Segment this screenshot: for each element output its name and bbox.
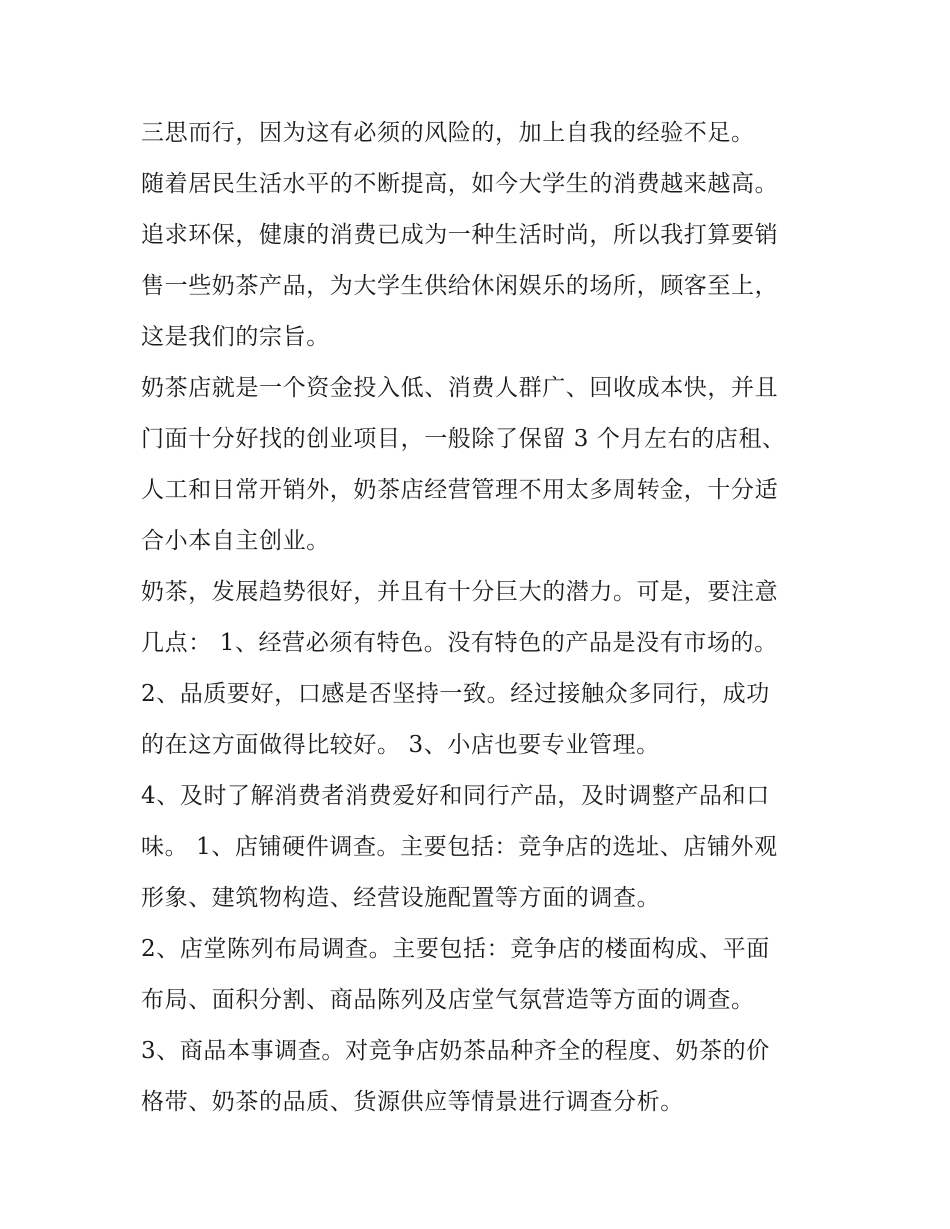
- document-body: [141, 108, 821, 1128]
- text-line: 2、店堂陈列布局调查。主要包括：竞争店的楼面构成、平面: [141, 936, 770, 962]
- text-line: 这是我们的宗旨。: [141, 324, 330, 350]
- text-line: 2、品质要好，口感是否坚持一致。经过接触众多同行，成功: [141, 681, 770, 707]
- text-line: 布局、面积分割、商品陈列及店堂气氛营造等方面的调查。: [141, 987, 755, 1013]
- text-line: 的在这方面做得比较好。 3、小店也要专业管理。: [141, 732, 660, 758]
- text-line: 格带、奶茶的品质、货源供应等情景进行调查分析。: [141, 1089, 684, 1115]
- text-line: 奶茶店就是一个资金投入低、消费人群广、回收成本快，并且: [141, 375, 779, 401]
- text-line: 三思而行，因为这有必须的风险的，加上自我的经验不足。: [141, 120, 755, 146]
- text-line: 追求环保，健康的消费已成为一种生活时尚，所以我打算要销: [141, 222, 779, 248]
- text-line: 3、商品本事调查。对竞争店奶茶品种齐全的程度、奶茶的价: [141, 1038, 770, 1064]
- text-line: 门面十分好找的创业项目，一般除了保留 3 个月左右的店租、: [141, 426, 786, 452]
- text-line: 4、及时了解消费者消费爱好和同行产品，及时调整产品和口: [141, 783, 770, 809]
- text-line: 售一些奶茶产品，为大学生供给休闲娱乐的场所，顾客至上，: [141, 273, 779, 299]
- text-line: 味。 1、店铺硬件调查。主要包括：竞争店的选址、店铺外观: [141, 834, 778, 860]
- text-line: 几点： 1、经营必须有特色。没有特色的产品是没有市场的。: [141, 630, 778, 656]
- text-line: 合小本自主创业。: [141, 528, 330, 554]
- text-line: 形象、建筑物构造、经营设施配置等方面的调查。: [141, 885, 661, 911]
- text-line: 奶茶，发展趋势很好，并且有十分巨大的潜力。可是，要注意: [141, 579, 779, 605]
- text-line: 随着居民生活水平的不断提高，如今大学生的消费越来越高。: [141, 171, 779, 197]
- text-line: 人工和日常开销外，奶茶店经营管理不用太多周转金，十分适: [141, 477, 779, 503]
